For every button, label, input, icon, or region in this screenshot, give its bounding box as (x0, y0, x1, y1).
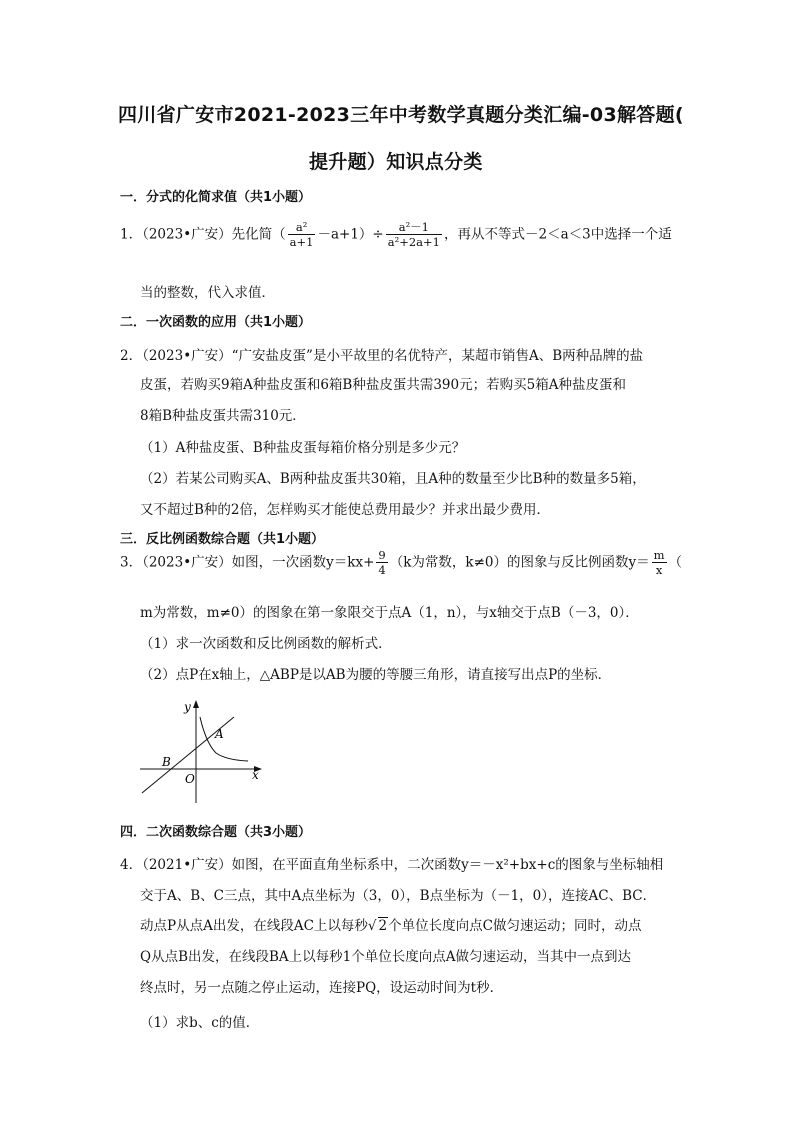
q4-sqrt-radicand: 2 (378, 918, 388, 934)
q3-prefix: 3．（2023•广安）如图，一次函数y＝kx+ (120, 554, 375, 571)
question-4-part1: （1）求b、c的值． (140, 1015, 260, 1031)
q1-mid: －a+1）÷ (317, 226, 384, 243)
question-3-figure (130, 695, 270, 807)
page-title-line2: 提升题）知识点分类 (309, 151, 483, 173)
question-4-line3 (140, 914, 641, 934)
section-heading-1: 一．分式的化简求值（共1小题） (120, 190, 312, 205)
inverse-function-curve (200, 717, 248, 761)
question-3-part1: （1）求一次函数和反比例函数的解析式． (140, 636, 392, 652)
question-4-line2: 交于A、B、C三点，其中A点坐标为（3，0），B点坐标为（－1，0），连接AC、BC． (140, 888, 657, 904)
question-4-line1: 4．（2021•广安）如图，在平面直角坐标系中，二次函数y＝－x²+bx+c的图象与坐标轴相 (120, 857, 664, 873)
page-title-line1: 四川省广安市2021-2023三年中考数学真题分类汇编-03解答题( (118, 104, 684, 126)
question-4-line4: Q从点B出发，在线段BA上以每秒1个单位长度向点A做匀速运动，当其中一点到达 (140, 949, 631, 965)
q1-prefix: 1．（2023•广安）先化简（ (120, 226, 286, 243)
sqrt-icon: √ (367, 918, 377, 934)
section-heading-4: 四．二次函数综合题（共3小题） (120, 825, 312, 840)
section-heading-2: 二．一次函数的应用（共1小题） (120, 315, 312, 330)
question-2-line2: 皮蛋，若购买9箱A种盐皮蛋和6箱B种盐皮蛋共需390元；若购买5箱A种盐皮蛋和 (140, 377, 626, 393)
y-axis-arrow-icon (193, 700, 199, 708)
q3-mid: （k为常数，k≠0）的图象与反比例函数y＝ (389, 554, 650, 571)
question-1-line1 (120, 221, 672, 249)
q3-fraction-1 (376, 549, 387, 577)
point-a-label: A (215, 727, 224, 741)
q1-fraction-2 (386, 221, 442, 249)
question-3-line2: m为常数，m≠0）的图象在第一象限交于点A（1，n），与x轴交于点B（－3，0）． (140, 605, 639, 621)
q3-f1-denominator: 4 (378, 563, 386, 578)
y-axis-label: y (184, 700, 191, 714)
q1-f1-denominator: a+1 (289, 235, 314, 250)
origin-label: O (185, 772, 195, 786)
q4-line3-start: 动点P从点A出发，在线段AC上以每秒 (140, 918, 368, 934)
question-2-line3: 8箱B种盐皮蛋共需310元． (140, 408, 306, 424)
q1-tail: ，再从不等式－2＜a＜3中选择一个适 (443, 226, 672, 243)
q3-f2-denominator: x (652, 562, 667, 577)
q3-f1-numerator: 9 (378, 548, 386, 562)
question-2-part2-line2: 又不超过B种的2倍，怎样购买才能使总费用最少？并求出最少费用． (140, 502, 551, 518)
q1-f2-denominator: a²+2a+1 (387, 235, 440, 250)
q3-f2-numerator: m (653, 548, 665, 562)
question-1-line2: 当的整数，代入求值． (140, 285, 275, 301)
q1-fraction-1 (288, 221, 316, 249)
x-axis-label: x (252, 768, 259, 782)
q4-line3-end: 个单位长度向点C做匀速运动；同时，动点 (388, 918, 642, 934)
question-3-part2: （2）点P在x轴上，△ABP是以AB为腰的等腰三角形，请直接写出点P的坐标． (140, 667, 612, 683)
point-b-label: B (162, 755, 171, 769)
q3-tail: （ (668, 554, 683, 571)
question-2-part1: （1）A种盐皮蛋、B种盐皮蛋每箱价格分别是多少元？ (140, 440, 466, 456)
q1-f1-numerator: a² (295, 220, 308, 234)
q1-f2-numerator: a²－1 (398, 220, 430, 234)
question-2-part2-line1: （2）若某公司购买A、B两种盐皮蛋共30箱，且A种的数量至少比B种的数量多5箱， (140, 471, 646, 487)
section-heading-3: 三．反比例函数综合题（共1小题） (120, 532, 325, 547)
question-4-line5: 终点时，另一点随之停止运动，连接PQ，设运动时间为t秒． (140, 980, 504, 996)
q3-fraction-2 (652, 549, 667, 577)
question-3-line1 (120, 549, 682, 577)
question-2-line1: 2．（2023•广安）“广安盐皮蛋”是小平故里的名优特产，某超市销售A、B两种品牌的盐 (120, 348, 644, 364)
